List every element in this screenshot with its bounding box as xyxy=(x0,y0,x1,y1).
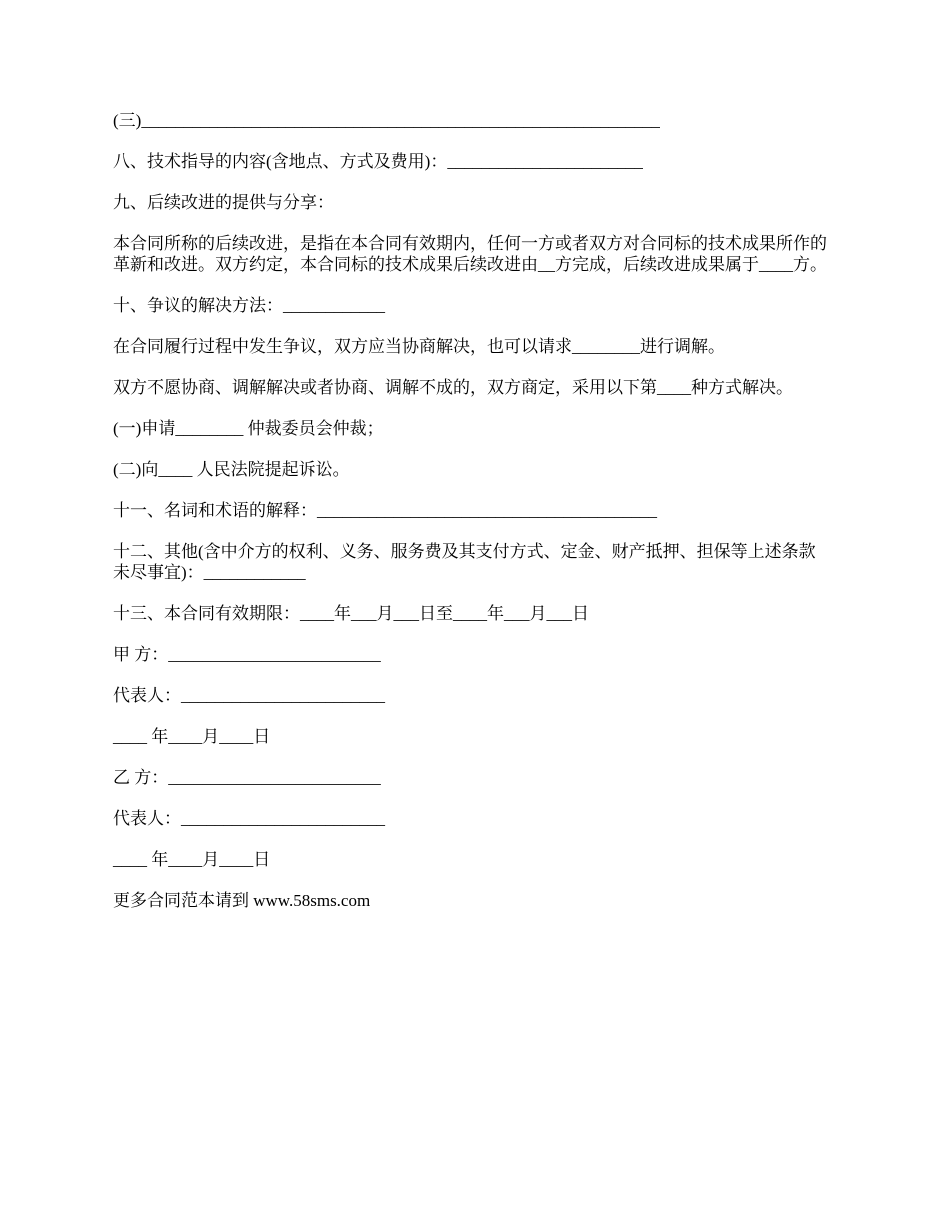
clause-10-option-1: (一)申请________ 仲裁委员会仲裁； xyxy=(113,419,384,438)
clause-10-options: 双方不愿协商、调解解决或者协商、调解不成的，双方商定，采用以下第____种方式解决。 xyxy=(113,378,793,397)
clause-13-validity: 十三、本合同有效期限：____年___月___日至____年___月___日 xyxy=(113,604,589,623)
footer-link-text: 更多合同范本请到 www.58sms.com xyxy=(113,891,371,910)
clause-10-dispute-resolution: 十、争议的解决方法：____________ xyxy=(113,296,385,315)
party-b-date: ____ 年____月____日 xyxy=(113,850,271,869)
clause-12-other: 十二、其他(含中介方的权利、义务、服务费及其支付方式、定金、财产抵押、担保等上述条款未尽事宜)：____________ xyxy=(113,542,816,582)
clause-10-mediation: 在合同履行过程中发生争议，双方应当协商解决，也可以请求________进行调解。 xyxy=(113,337,725,356)
party-a: 甲 方：_________________________ xyxy=(113,645,381,664)
clause-9-heading: 九、后续改进的提供与分享： xyxy=(113,193,334,212)
clause-10-option-2: (二)向____ 人民法院提起诉讼。 xyxy=(113,460,350,479)
party-b-representative: 代表人：________________________ xyxy=(113,809,385,828)
party-a-date: ____ 年____月____日 xyxy=(113,727,271,746)
party-b: 乙 方：_________________________ xyxy=(113,768,381,787)
party-a-representative: 代表人：________________________ xyxy=(113,686,385,705)
clause-7-item-3: (三)_____________________________________________________________ xyxy=(113,111,660,130)
clause-8-technical-guidance: 八、技术指导的内容(含地点、方式及费用)：_______________________ xyxy=(113,152,643,171)
document-page xyxy=(113,110,853,931)
clause-11-terms: 十一、名词和术语的解释：________________________________________ xyxy=(113,501,657,520)
clause-9-body: 本合同所称的后续改进，是指在本合同有效期内，任何一方或者双方对合同标的技术成果所作的革新和改进。双方约定，本合同标的技术成果后续改进由__方完成，后续改进成果属于____方。 xyxy=(113,234,827,274)
